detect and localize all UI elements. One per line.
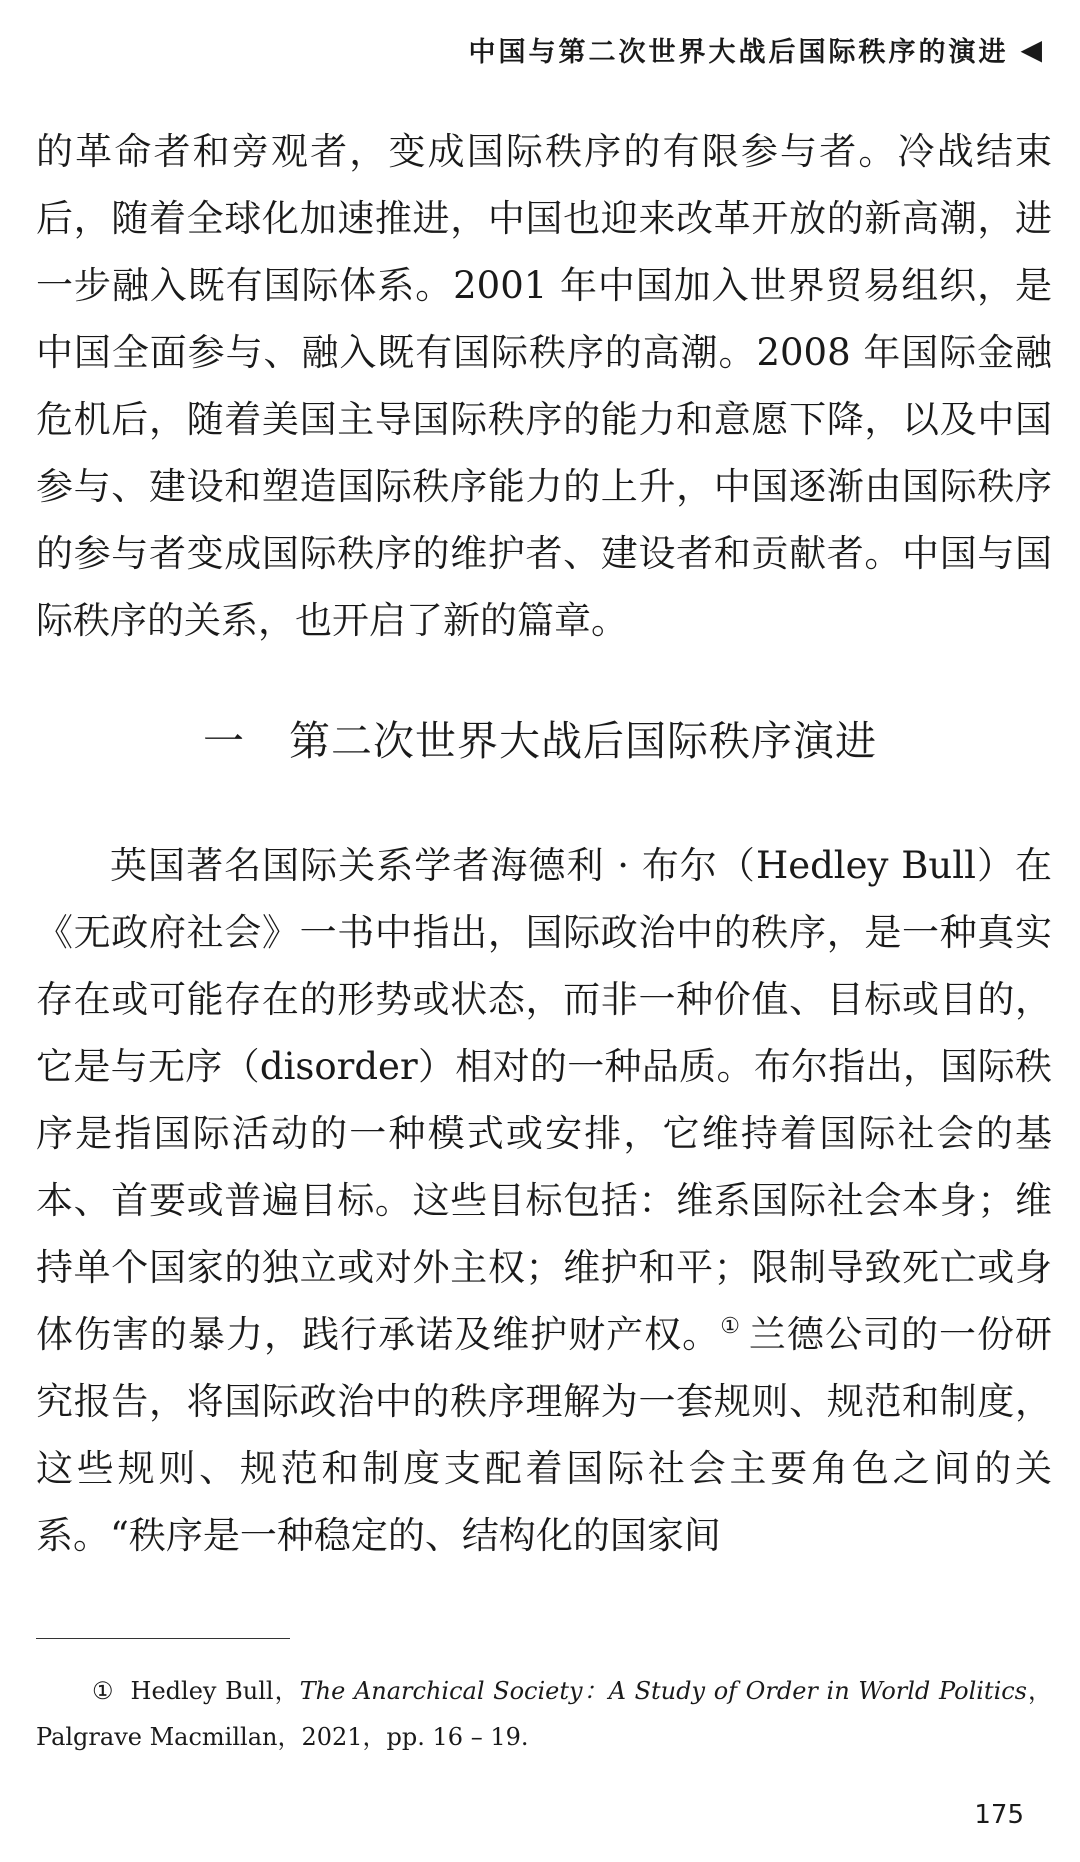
running-header-title: 中国与第二次世界大战后国际秩序的演进 [468, 37, 1009, 68]
footnote [36, 1668, 1052, 1760]
left-triangle-icon: ◀ [1020, 33, 1042, 66]
paragraph-2-part-2: 兰德公司的一份研究报告，将国际政治中的秩序理解为一套规则、规范和制度，这些规则、规范和制度支配着国际社会主要角色之间的关系。“秩序是一种稳定的、结构化的国家间 [36, 1313, 1052, 1557]
section-title: 第二次世界大战后国际秩序演进 [289, 717, 877, 765]
footnote-author: Hedley Bull， [130, 1677, 300, 1705]
section-heading [0, 708, 1080, 767]
footnote-book-title: The Anarchical Society：A Study of Order in World Politics [299, 1677, 1027, 1705]
footnote-publication: ，Palgrave Macmillan，2021，pp. 16 – 19. [36, 1677, 1053, 1751]
footnote-marker: ① [92, 1677, 115, 1705]
footnote-divider [36, 1638, 290, 1639]
running-header [468, 30, 1042, 69]
paragraph-1: 的革命者和旁观者，变成国际秩序的有限参与者。冷战结束后，随着全球化加速推进，中国也迎来改革开放的新高潮，进一步融入既有国际体系。2001 年中国加入世界贸易组织，是中国全面参与、融入既有国际秩序的高潮。2008 年国际金融危机后，随着美国主导国际秩序的能力和意愿下降，以及中国参与、建设和塑造国际秩序能力的上升，中国逐渐由国际秩序的参与者变成国际秩序的维护者、建设者和贡献者。中国与国际秩序的关系，也开启了新的篇章。 [36, 130, 1052, 642]
paragraph-2 [36, 832, 1052, 1569]
footnote-reference[interactable]: ① [720, 1314, 741, 1339]
page-number: 175 [974, 1800, 1024, 1830]
section-number: 一 [203, 717, 245, 765]
paragraph-2-part-1: 英国著名国际关系学者海德利 · 布尔（Hedley Bull）在《无政府社会》一书中指出，国际政治中的秩序，是一种真实存在或可能存在的形势或状态，而非一种价值、目标或目的，它是与无序（disorder）相对的一种品质。布尔指出，国际秩序是指国际活动的一种模式或安排，它维持着国际社会的基本、首要或普遍目标。这些目标包括：维系国际社会本身；维持单个国家的独立或对外主权；维护和平；限制导致死亡或身体伤害的暴力，践行承诺及维护财产权。 [36, 844, 1052, 1356]
